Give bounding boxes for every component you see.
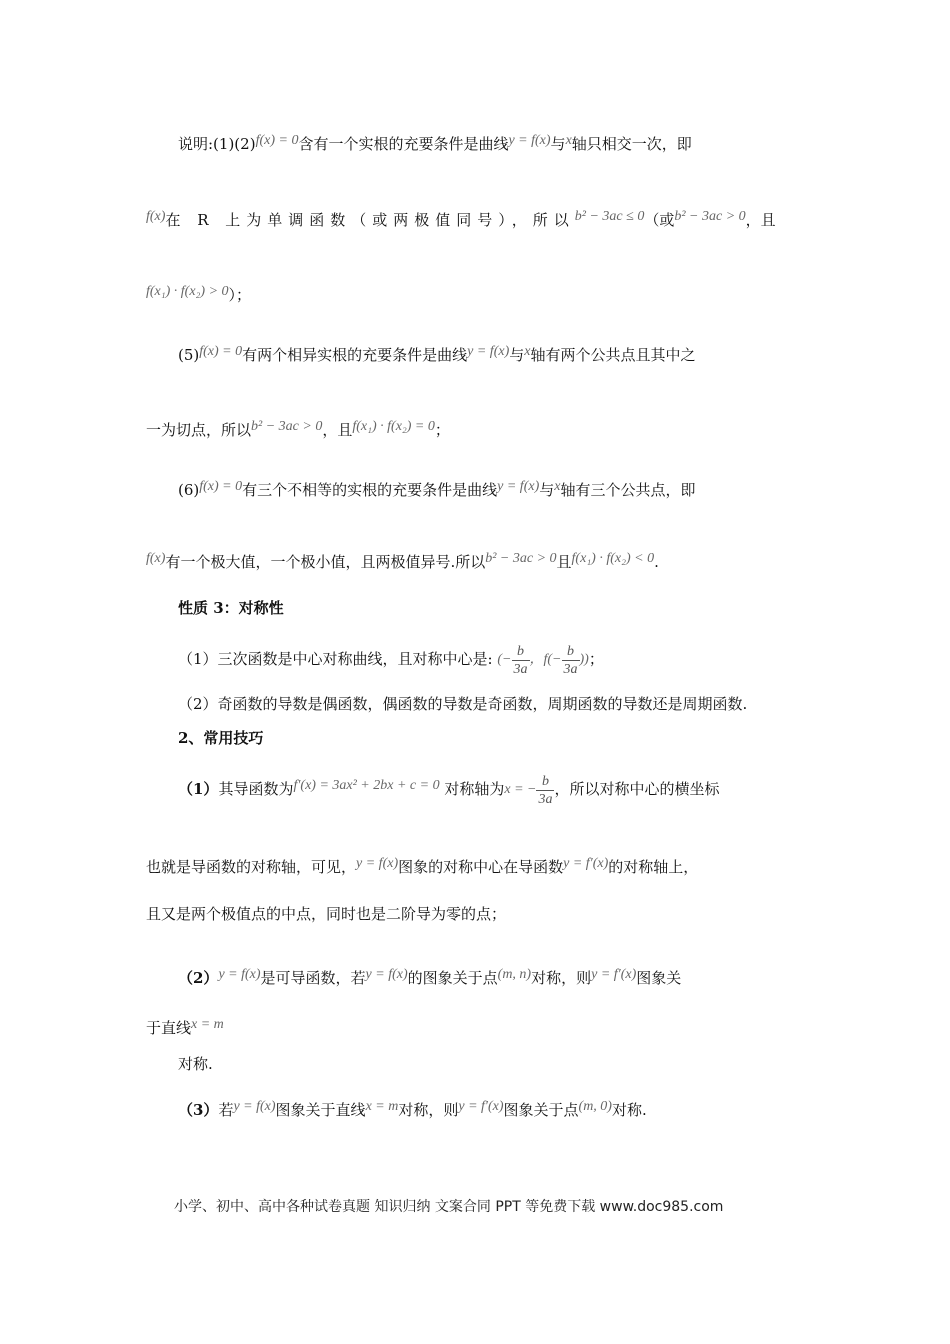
text: (6) bbox=[178, 481, 200, 499]
skill-2-line-2 bbox=[146, 1018, 224, 1040]
math-derivative: f′(x) = 3ax² + 2bx + c = 0 bbox=[293, 778, 440, 793]
text: (5) bbox=[178, 346, 200, 364]
math-y-eq-fprime: y = f′(x) bbox=[563, 856, 609, 871]
text: 于直线 bbox=[146, 1019, 192, 1037]
fraction-b-over-3a bbox=[562, 643, 580, 678]
text: ）； bbox=[228, 286, 252, 304]
text: （或 bbox=[644, 211, 675, 229]
math-discriminant-le: b² − 3ac ≤ 0 bbox=[574, 209, 645, 224]
math-x: x bbox=[554, 479, 561, 494]
skill-2-line-1 bbox=[178, 968, 681, 990]
text: 的图象关于点 bbox=[407, 969, 498, 987]
text: 若 bbox=[218, 1101, 234, 1119]
fraction-denominator: 3a bbox=[513, 661, 528, 677]
math-y-eq-fx: y = f(x) bbox=[467, 344, 510, 359]
text: 的对称轴上， bbox=[608, 858, 699, 876]
skill-label: （1） bbox=[178, 780, 219, 798]
math-y-eq-fprime: y = f′(x) bbox=[458, 1099, 504, 1114]
text: 轴只相交一次，即 bbox=[571, 135, 692, 153]
fraction-numerator: b bbox=[512, 643, 530, 661]
math-y-eq-fx: y = f(x) bbox=[497, 479, 540, 494]
text: ，且 bbox=[322, 421, 353, 439]
math-center-mid: ，f(− bbox=[529, 652, 562, 667]
math-y-eq-fx: y = f(x) bbox=[356, 856, 399, 871]
math-y-eq-fprime: y = f′(x) bbox=[591, 967, 637, 982]
text: 是可导函数，若 bbox=[260, 969, 366, 987]
text: 图象的对称中心在导函数 bbox=[398, 858, 564, 876]
text: 图象关于点 bbox=[503, 1101, 579, 1119]
math-x: x bbox=[524, 344, 531, 359]
text: 也就是导函数的对称轴，可见， bbox=[146, 858, 357, 876]
text: ，所以对称中心的横坐标 bbox=[554, 780, 720, 798]
text: ，且 bbox=[745, 211, 776, 229]
skill-3-line-1 bbox=[178, 1100, 647, 1122]
math-fx: f(x) bbox=[146, 551, 166, 566]
math-y-eq-fx: y = f(x) bbox=[365, 967, 408, 982]
text: 有两个相异实根的充要条件是曲线 bbox=[242, 346, 468, 364]
text: . bbox=[654, 553, 659, 571]
text: 轴有两个公共点且其中之 bbox=[530, 346, 696, 364]
text: 且 bbox=[556, 553, 572, 571]
fraction-b-over-3a bbox=[536, 773, 554, 808]
math-product-gt: f(x₁) · f(x₂) > 0 bbox=[146, 284, 229, 299]
text: 一为切点，所以 bbox=[146, 421, 252, 439]
math-discriminant-gt: b² − 3ac > 0 bbox=[251, 419, 323, 434]
text: 图象关 bbox=[636, 969, 682, 987]
math-x-eq-m: x = m bbox=[191, 1017, 224, 1032]
skill-1-line-2 bbox=[146, 857, 698, 879]
math-f-eq-0: f(x) = 0 bbox=[199, 344, 243, 359]
math-product-lt: f(x₁) · f(x₂) < 0 bbox=[571, 551, 655, 566]
p6-line-1 bbox=[178, 480, 695, 502]
desc-line-1 bbox=[178, 134, 692, 156]
text: 在 R 上为单调函数（或两极值同号），所以 bbox=[165, 211, 575, 229]
math-y-eq-fx: y = f(x) bbox=[218, 967, 261, 982]
math-discriminant-gt: b² − 3ac > 0 bbox=[485, 551, 557, 566]
math-f-eq-0: f(x) = 0 bbox=[255, 133, 299, 148]
property3-item-2: （2）奇函数的导数是偶函数，偶函数的导数是奇函数，周期函数的导数还是周期函数. bbox=[178, 695, 748, 713]
math-x-eq-m: x = m bbox=[365, 1099, 399, 1114]
math-discriminant-gt: b² − 3ac > 0 bbox=[674, 209, 746, 224]
skill-1-line-1 bbox=[178, 770, 720, 810]
text: 与 bbox=[550, 135, 566, 153]
fraction-numerator: b bbox=[536, 773, 554, 791]
math-y-eq-fx: y = f(x) bbox=[233, 1099, 276, 1114]
math-y-eq-fx: y = f(x) bbox=[508, 133, 551, 148]
text: ； bbox=[434, 421, 450, 439]
p6-line-2 bbox=[146, 552, 659, 574]
property3-heading: 性质 3：对称性 bbox=[178, 599, 284, 617]
text: 与 bbox=[509, 346, 525, 364]
fraction-numerator: b bbox=[562, 643, 580, 661]
math-fx: f(x) bbox=[146, 209, 166, 224]
skill-2-line-3: 对称. bbox=[178, 1055, 213, 1073]
text: 与 bbox=[539, 481, 555, 499]
math-x: x bbox=[565, 133, 572, 148]
math-point-mn: (m, n) bbox=[497, 967, 532, 982]
skill-1-line-3: 且又是两个极值点的中点，同时也是二阶导为零的点； bbox=[146, 905, 507, 923]
text: 对称轴为 bbox=[444, 780, 505, 798]
fraction-denominator: 3a bbox=[563, 661, 578, 677]
p5-line-2 bbox=[146, 420, 450, 442]
skill-label: （2） bbox=[178, 969, 219, 987]
desc-line-3 bbox=[146, 285, 251, 307]
text: 其导函数为 bbox=[218, 780, 294, 798]
math-center-open: (− bbox=[497, 652, 512, 667]
fraction-denominator: 3a bbox=[538, 791, 553, 807]
text: ； bbox=[588, 650, 604, 668]
math-f-eq-0: f(x) = 0 bbox=[199, 479, 243, 494]
text: 对称，则 bbox=[531, 969, 592, 987]
math-point-m0: (m, 0) bbox=[578, 1099, 612, 1114]
text: 含有一个实根的充要条件是曲线 bbox=[298, 135, 509, 153]
text: 有一个极大值，一个极小值，且两极值异号.所以 bbox=[165, 553, 486, 571]
page-footer: 小学、初中、高中各种试卷真题 知识归纳 文案合同 PPT 等免费下载 www.doc985.com bbox=[174, 1199, 724, 1215]
desc-line-2 bbox=[146, 210, 776, 232]
text: 说明:(1)(2) bbox=[178, 135, 256, 153]
text: 轴有三个公共点，即 bbox=[560, 481, 696, 499]
text: 图象关于直线 bbox=[275, 1101, 366, 1119]
property3-item-1 bbox=[178, 640, 604, 679]
math-center-close: )) bbox=[579, 652, 589, 667]
skill-label: （3） bbox=[178, 1101, 219, 1119]
math-axis: x = − bbox=[504, 782, 537, 797]
p5-line-1 bbox=[178, 345, 695, 367]
text: 有三个不相等的实根的充要条件是曲线 bbox=[242, 481, 498, 499]
text: 对称，则 bbox=[398, 1101, 459, 1119]
text: （1）三次函数是中心对称曲线，且对称中心是: bbox=[178, 650, 493, 668]
skills-heading: 2、常用技巧 bbox=[178, 729, 264, 747]
math-product-eq: f(x₁) · f(x₂) = 0 bbox=[352, 419, 435, 434]
fraction-b-over-3a bbox=[512, 643, 530, 678]
text: 对称. bbox=[611, 1101, 647, 1119]
